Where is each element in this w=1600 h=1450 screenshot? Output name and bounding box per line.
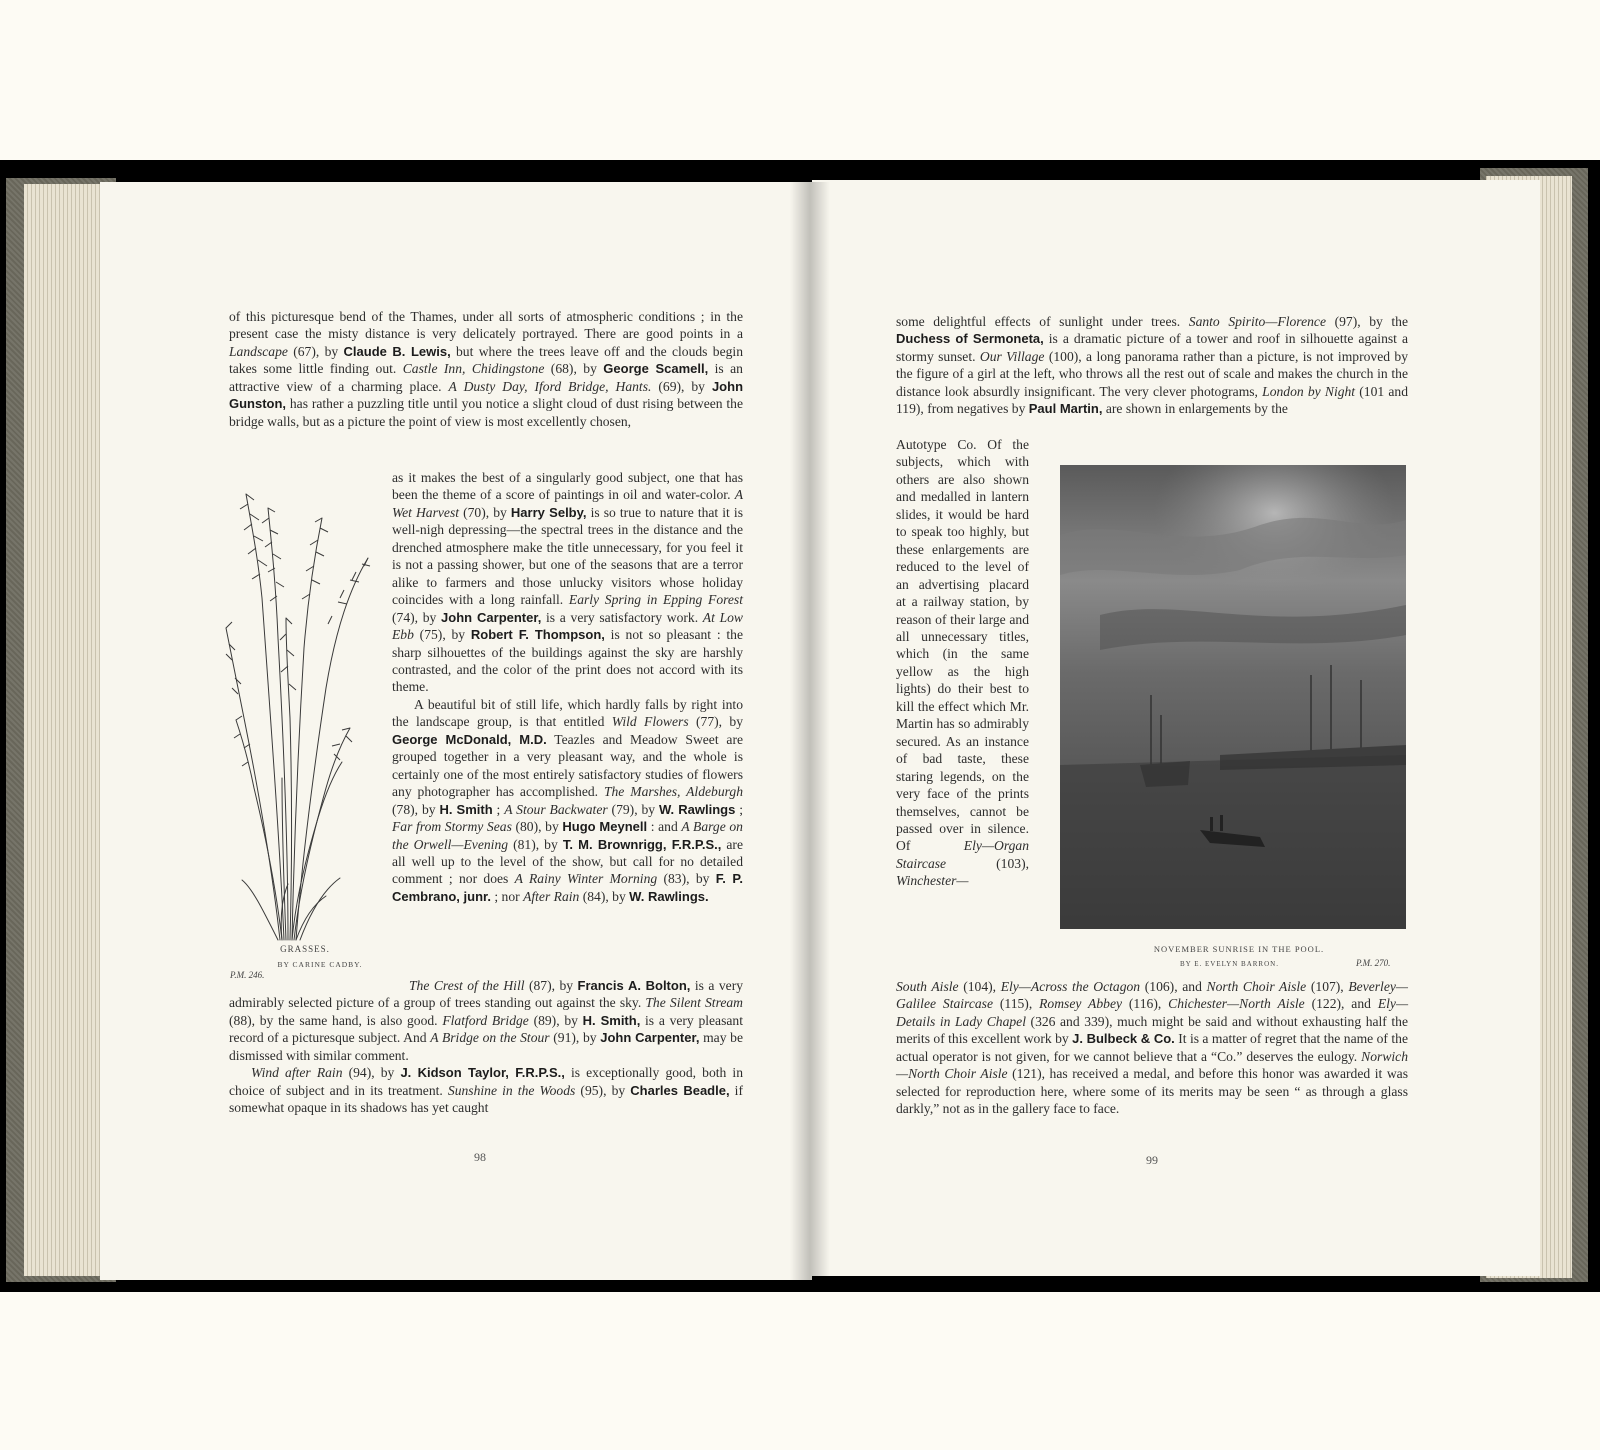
caption-reference: P.M. 270. xyxy=(1356,958,1391,968)
grass-stem xyxy=(292,762,342,940)
text-run: may be dismissed with similar comment. xyxy=(229,1030,744,1063)
text-run: : and xyxy=(647,819,682,835)
italic-title: Ely—Across the Octagon xyxy=(1000,979,1141,994)
text-run: (106), and xyxy=(1140,979,1207,994)
text-run: (94), by xyxy=(342,1065,401,1081)
text-run: (115), xyxy=(993,996,1040,1012)
grass-stem xyxy=(236,720,282,940)
italic-title: Beverley—Galilee Staircase xyxy=(896,979,1408,1012)
text-run: is a dramatic picture of a tower and roof in silhouette against a stormy sunset. xyxy=(896,331,1408,364)
text-run: (79), by xyxy=(607,801,659,817)
grass-stem xyxy=(286,618,292,940)
italic-title: Far from Stormy Seas xyxy=(392,819,512,835)
left-text-block-top xyxy=(229,308,743,430)
text-run: (101 and 119), from negatives by xyxy=(896,383,1408,417)
text-run: (87), by xyxy=(524,978,578,993)
paragraph xyxy=(229,308,743,430)
right-text-block-bottom xyxy=(896,978,1408,1118)
page-number-left: 98 xyxy=(474,1150,486,1164)
text-run: are all well up to the level of the show, but call for no detailed comment ; nor does xyxy=(392,836,743,887)
author-name: W. Rawlings. xyxy=(629,888,709,904)
author-name: J. Bulbeck & Co. xyxy=(1072,1031,1175,1047)
text-run: (95), by xyxy=(575,1082,631,1098)
italic-title: Romsey Abbey xyxy=(1039,996,1123,1012)
author-name: Robert F. Thompson, xyxy=(470,627,605,643)
caption-reference: P.M. 246. xyxy=(230,970,265,980)
book-gutter xyxy=(790,182,830,1280)
text-run: as it makes the best of a singularly good subject, one that has been the theme of a score of paintings in oil and water-color. xyxy=(392,470,743,503)
text-run: (91), by xyxy=(549,1030,601,1046)
text-run: ; xyxy=(492,801,505,817)
grass-stem xyxy=(292,518,322,940)
grass-blade xyxy=(300,878,340,940)
photograph-caption xyxy=(1060,944,1410,968)
italic-title: At Low Ebb xyxy=(392,609,744,643)
author-name: Charles Beadle, xyxy=(630,1082,730,1098)
text-run: (84), by xyxy=(579,888,630,904)
text-run: is so true to nature that it is well-nigh depressing—the spectral trees in the distance and the drenched atmosphere make the title unnecessary, for you feel it is not a passing shower, but one of the seasons that are a terror alike to farmers and those unlucky visitors whose holiday coincides with a long rainfall. xyxy=(392,504,743,608)
text-run: (100), a long panorama rather than a picture, is not improved by the figure of a girl at the left, who throws all the rest out of scale and makes the church in the distance look absurdly insignificant. The very clever photograms, xyxy=(896,348,1408,399)
text-run: (104), xyxy=(958,979,1001,994)
paragraph xyxy=(392,696,743,905)
text-run: but where the trees leave off and the clouds begin takes some little finding out. xyxy=(229,343,743,377)
text-run: has rather a puzzling title until you notice a slight cloud of dust rising between the bridge walls, but as a picture the point of view is most excellently chosen, xyxy=(229,396,743,429)
text-run: (103), xyxy=(946,855,1029,871)
italic-title: Castle Inn, Chidingstone xyxy=(402,361,545,377)
text-run: (78), by xyxy=(392,801,440,817)
grass-stem xyxy=(246,494,284,940)
text-run: (121), has received a medal, and before this honor was awarded it was selected for reproduction here, where some of its merits may be seen “ as through a glass darkly,” not as in the gallery face to face. xyxy=(896,1066,1408,1117)
page-number-right: 99 xyxy=(1146,1153,1158,1167)
text-run: (80), by xyxy=(511,819,563,835)
italic-title: North Choir Aisle xyxy=(1206,979,1307,994)
author-name: John Carpenter, xyxy=(441,609,542,625)
italic-title: A Stour Backwater xyxy=(504,801,608,817)
text-run: ; xyxy=(735,801,743,817)
text-run: Autotype Co. Of the subjects, which with others are also shown and medalled in lantern slides, it would be hard to speak too highly, but these enlargements are reduced to the level of an advertising placard at a railway station, by reason of their large and all unnecessary titles, which (in the same yellow as the high lights) do their best to kill the effect which Mr. Martin has so admirably secured. As an instance of bad taste, these staring legends, on the very face of the prints themselves, cannot be passed over in silence. Of xyxy=(896,437,1029,854)
author-name: Paul Martin, xyxy=(1028,401,1103,417)
italic-title: Flatford Bridge xyxy=(442,1012,529,1028)
text-run: are shown in enlargements by the xyxy=(1102,401,1288,417)
grasses-caption xyxy=(220,944,380,980)
caption-credit: BY CARINE CADBY. xyxy=(277,960,363,969)
text-run: (326 and 339), much might be said and without exhausting half the merits of this excellent work by xyxy=(896,1013,1409,1047)
caption-title: GRASSES. xyxy=(280,944,330,954)
italic-title: A Bridge on the Stour xyxy=(430,1030,550,1046)
paragraph xyxy=(229,1064,743,1116)
italic-title: After Rain xyxy=(523,888,580,904)
text-run: is a very satisfactory work. xyxy=(541,609,703,625)
author-name: W. Rawlings xyxy=(658,801,736,817)
italic-title: The Silent Stream xyxy=(645,995,743,1011)
author-name: H. Smith, xyxy=(582,1012,641,1028)
text-run: ; nor xyxy=(490,888,524,904)
text-run: (74), by xyxy=(392,609,442,625)
text-run: A beautiful bit of still life, which hardly falls by right into the landscape group, is that entitled xyxy=(392,696,743,730)
paragraph xyxy=(896,313,1408,418)
italic-title: Winchester— xyxy=(896,873,969,889)
caption-credit: BY E. EVELYN BARRON. xyxy=(1180,960,1279,968)
italic-title: A Rainy Winter Morning xyxy=(514,871,658,887)
italic-title: London by Night xyxy=(1262,383,1356,399)
text-run: (81), by xyxy=(508,836,563,852)
italic-title: Norwich—North Choir Aisle xyxy=(896,1048,1408,1082)
text-run: Teazles and Meadow Sweet are grouped together in a very pleasant way, and the whole is certainly one of the most entirely satisfactory studies of flowers any photographer has accomplished. xyxy=(392,731,743,800)
italic-title: Santo Spirito—Florence xyxy=(1188,314,1326,329)
text-run: (70), by xyxy=(459,504,511,520)
text-run: (69), by xyxy=(651,378,712,394)
text-run: is a very admirably selected picture of a group of trees standing out against the sky. xyxy=(229,978,744,1011)
text-run: (68), by xyxy=(544,361,604,377)
author-name: Harry Selby, xyxy=(510,504,587,520)
grasses-illustration xyxy=(222,488,382,943)
grass-blade xyxy=(296,896,326,940)
paragraph xyxy=(896,978,1408,1118)
italic-title: South Aisle xyxy=(896,979,959,994)
text-run: is an attractive view of a charming place. xyxy=(229,361,743,394)
text-run: (88), by the same hand, is also good. xyxy=(229,1012,443,1028)
left-text-block-bottom xyxy=(229,977,743,1117)
italic-title: Wild Flowers xyxy=(611,714,689,730)
text-run: (77), by xyxy=(688,714,744,730)
italic-title: Ely—Details in Lady Chapel xyxy=(896,996,1409,1029)
text-run: It is a matter of regret that the name of the actual operator is not given, for we cannot believe that a “Co.” deserves the eulogy. xyxy=(896,1031,1408,1064)
author-name: F. P. Cembrano, junr. xyxy=(392,871,743,904)
author-name: H. Smith xyxy=(439,801,493,817)
italic-title: The Crest of the Hill xyxy=(409,978,525,993)
text-run: of this picturesque bend of the Thames, under all sorts of atmospheric conditions ; in the present case the misty distance is very delicately portrayed. There are good points in a xyxy=(229,309,743,342)
right-text-block-column xyxy=(896,436,1029,890)
author-name: John Gunston, xyxy=(229,378,744,412)
paragraph xyxy=(392,469,743,696)
left-text-block-column xyxy=(392,469,743,905)
text-run: (75), by xyxy=(413,627,471,643)
italic-title: A Dusty Day, Iford Bridge, Hants. xyxy=(448,378,652,394)
author-name: John Carpenter, xyxy=(600,1030,700,1046)
italic-title: A Barge on the Orwell—Evening xyxy=(392,819,743,852)
text-run: is exceptionally good, both in choice of subject and in its treatment. xyxy=(229,1065,743,1098)
text-run: is not so pleasant : the sharp silhouettes of the buildings against the sky are harshly contrasted, and the color of the print does not accord with its theme. xyxy=(392,627,743,695)
text-run: (97), by the xyxy=(1325,314,1408,329)
author-name: J. Kidson Taylor, F.R.P.S., xyxy=(400,1065,565,1081)
author-name: T. M. Brownrigg, F.R.P.S., xyxy=(562,836,722,852)
italic-title: Our Village xyxy=(979,348,1045,364)
text-run: (116), xyxy=(1122,996,1169,1012)
italic-title: Early Spring in Epping Forest xyxy=(568,592,743,608)
caption-title: NOVEMBER SUNRISE IN THE POOL. xyxy=(1153,944,1325,954)
photo-sun-glow xyxy=(1060,465,1406,705)
italic-title: A Wet Harvest xyxy=(392,487,743,520)
italic-title: Wind after Rain xyxy=(251,1065,343,1081)
grass-stem xyxy=(294,728,350,940)
text-run: some delightful effects of sunlight under trees. xyxy=(896,314,1189,329)
text-run: is a very pleasant record of a picturesque subject. And xyxy=(229,1012,743,1046)
author-name: Francis A. Bolton, xyxy=(577,978,691,993)
paragraph xyxy=(229,977,743,1064)
text-run: (67), by xyxy=(287,343,344,359)
text-run: (122), and xyxy=(1304,996,1378,1012)
author-name: George McDonald, M.D. xyxy=(392,731,547,747)
italic-title: Ely—Organ Staircase xyxy=(896,838,1029,871)
november-sunrise-photograph xyxy=(1060,465,1406,929)
author-name: Claude B. Lewis, xyxy=(343,343,451,359)
grass-blade xyxy=(242,880,278,940)
text-run: (89), by xyxy=(528,1012,583,1028)
author-name: Hugo Meynell xyxy=(562,819,648,835)
author-name: George Scamell, xyxy=(603,361,709,377)
italic-title: Sunshine in the Woods xyxy=(447,1082,576,1098)
text-run: (83), by xyxy=(657,871,716,887)
text-run: if somewhat opaque in its shadows has yet caught xyxy=(229,1082,743,1116)
right-text-block-top xyxy=(896,313,1408,418)
paragraph xyxy=(896,436,1029,890)
italic-title: The Marshes, Aldeburgh xyxy=(603,784,743,800)
text-run: (107), xyxy=(1306,979,1349,994)
italic-title: Chichester—North Aisle xyxy=(1168,996,1305,1012)
italic-title: Landscape xyxy=(229,343,288,359)
author-name: Duchess of Sermoneta, xyxy=(896,331,1044,347)
